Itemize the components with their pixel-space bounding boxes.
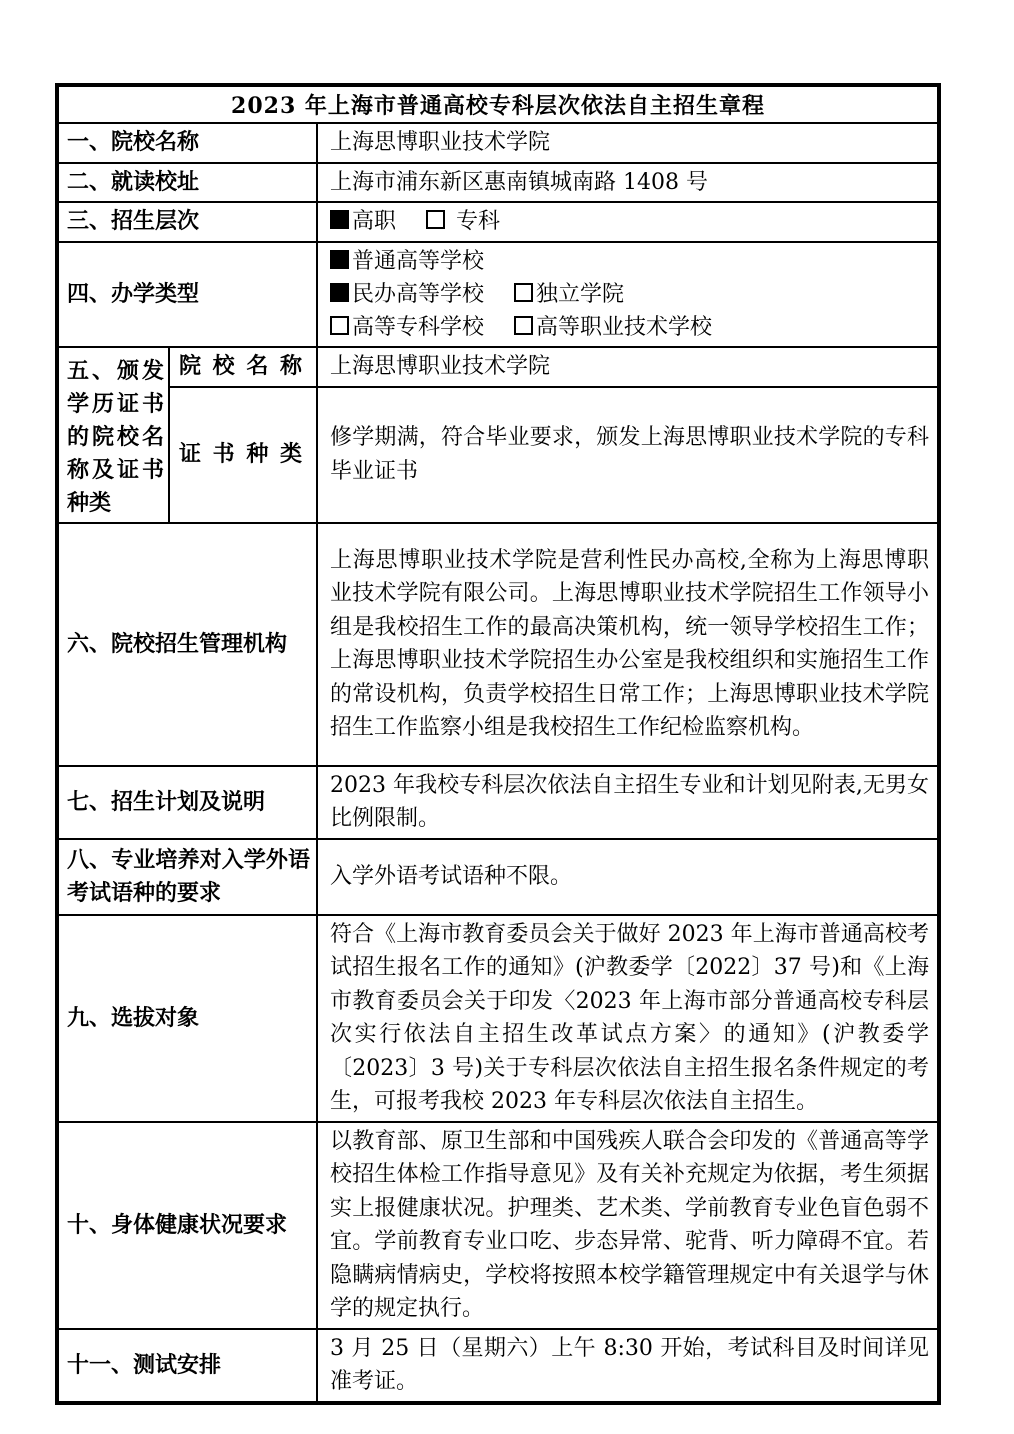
label-health-requirement: 十、身体健康状况要求 xyxy=(57,1122,317,1329)
option-duli-xueyuan xyxy=(514,282,624,307)
option-label: 高等职业技术学校 xyxy=(536,314,713,340)
content-admin-organization: 上海思博职业技术学院是营利性民办高校,全称为上海思博职业技术学院有限公司。上海思博职业技术学院招生工作领导小组是我校招生工作的最高决策机构，统一领导学校招生工作；上海思博职业技术学院招生办公室是我校组织和实施招生工作的常设机构，负责学校招生日常工作；上海思博职业技术学院招生工作监察小组是我校招生工作纪检监察机构。 xyxy=(317,523,939,766)
table-row xyxy=(57,347,939,387)
table-row xyxy=(57,387,939,523)
label-admin-organization: 六、院校招生管理机构 xyxy=(57,523,317,766)
sublabel-institution-name: 院 校 名 称 xyxy=(169,347,317,387)
option-label: 独立学院 xyxy=(536,281,625,307)
table-row xyxy=(57,1329,939,1403)
content-test-schedule: 3 月 25 日（星期六）上午 8:30 开始，考试科目及时间详见准考证。 xyxy=(317,1329,939,1403)
option-label: 专科 xyxy=(456,209,501,234)
option-label: 高职 xyxy=(352,209,397,234)
label-enrollment-plan: 七、招生计划及说明 xyxy=(57,766,317,839)
label-certificate-section: 五、颁发学历证书的院校名称及证书种类 xyxy=(57,347,169,523)
content-certificate-institution: 上海思博职业技术学院 xyxy=(317,347,939,387)
checkbox-checked-icon xyxy=(330,210,349,229)
option-gaodeng-zhiye xyxy=(514,315,712,340)
content-candidate-selection: 符合《上海市教育委员会关于做好 2023 年上海市普通高校考试招生报名工作的通知》(沪教委学〔2022〕37 号)和《上海市教育委员会关于印发〈2023 年上海市部分普通高校专科层次实行依法自主招生改革试点方案〉的通知》(沪教委学〔2023〕3 号)关于专科层次依法自主招生报名条件规定的考生，可报考我校 2023 年专科层次依法自主招生。 xyxy=(317,915,939,1122)
document-title: 2023 年上海市普通高校专科层次依法自主招生章程 xyxy=(57,85,939,123)
content-institution-name: 上海思博职业技术学院 xyxy=(317,123,939,163)
option-gaodeng-zhuanke xyxy=(330,315,484,340)
sublabel-certificate-type: 证 书 种 类 xyxy=(169,387,317,523)
content-health-requirement: 以教育部、原卫生部和中国残疾人联合会印发的《普通高等学校招生体检工作指导意见》及有关补充规定为依据，考生须据实上报健康状况。护理类、艺术类、学前教育专业色盲色弱不宜。学前教育专业口吃、步态异常、驼背、听力障碍不宜。若隐瞒病情病史，学校将按照本校学籍管理规定中有关退学与休学的规定执行。 xyxy=(317,1122,939,1329)
option-line xyxy=(330,209,500,234)
content-enrollment-level xyxy=(317,202,939,242)
charter-table xyxy=(55,83,941,1405)
option-line xyxy=(330,311,929,344)
option-minban-gaoxiao xyxy=(330,282,484,307)
checkbox-unchecked-icon xyxy=(330,316,349,335)
label-institution-name: 一、院校名称 xyxy=(57,123,317,163)
option-label: 民办高等学校 xyxy=(352,281,485,307)
label-candidate-selection: 九、选拔对象 xyxy=(57,915,317,1122)
label-school-type: 四、办学类型 xyxy=(57,242,317,347)
checkbox-unchecked-icon xyxy=(426,210,445,229)
label-test-schedule: 十一、测试安排 xyxy=(57,1329,317,1403)
label-enrollment-level: 三、招生层次 xyxy=(57,202,317,242)
checkbox-unchecked-icon xyxy=(514,316,533,335)
content-certificate-type: 修学期满，符合毕业要求，颁发上海思博职业技术学院的专科毕业证书 xyxy=(317,387,939,523)
option-line xyxy=(330,245,929,278)
table-row xyxy=(57,523,939,766)
table-row-title xyxy=(57,85,939,123)
checkbox-unchecked-icon xyxy=(514,283,533,302)
content-school-type xyxy=(317,242,939,347)
table-row xyxy=(57,766,939,839)
table-row xyxy=(57,163,939,203)
table-row xyxy=(57,202,939,242)
table-row xyxy=(57,915,939,1122)
content-language-requirement: 入学外语考试语种不限。 xyxy=(317,839,939,915)
option-putong-gaoxiao xyxy=(330,249,484,274)
option-line xyxy=(330,278,929,311)
table-row xyxy=(57,123,939,163)
table-row xyxy=(57,242,939,347)
checkbox-checked-icon xyxy=(330,250,349,269)
option-zhuanke xyxy=(426,209,500,234)
table-row xyxy=(57,839,939,915)
label-language-requirement: 八、专业培养对入学外语考试语种的要求 xyxy=(57,839,317,915)
content-enrollment-plan: 2023 年我校专科层次依法自主招生专业和计划见附表,无男女比例限制。 xyxy=(317,766,939,839)
option-label: 普通高等学校 xyxy=(352,248,485,274)
content-campus-address: 上海市浦东新区惠南镇城南路 1408 号 xyxy=(317,163,939,203)
option-gaozhi xyxy=(330,209,396,234)
label-campus-address: 二、就读校址 xyxy=(57,163,317,203)
checkbox-checked-icon xyxy=(330,283,349,302)
option-label: 高等专科学校 xyxy=(352,314,485,340)
table-row xyxy=(57,1122,939,1329)
